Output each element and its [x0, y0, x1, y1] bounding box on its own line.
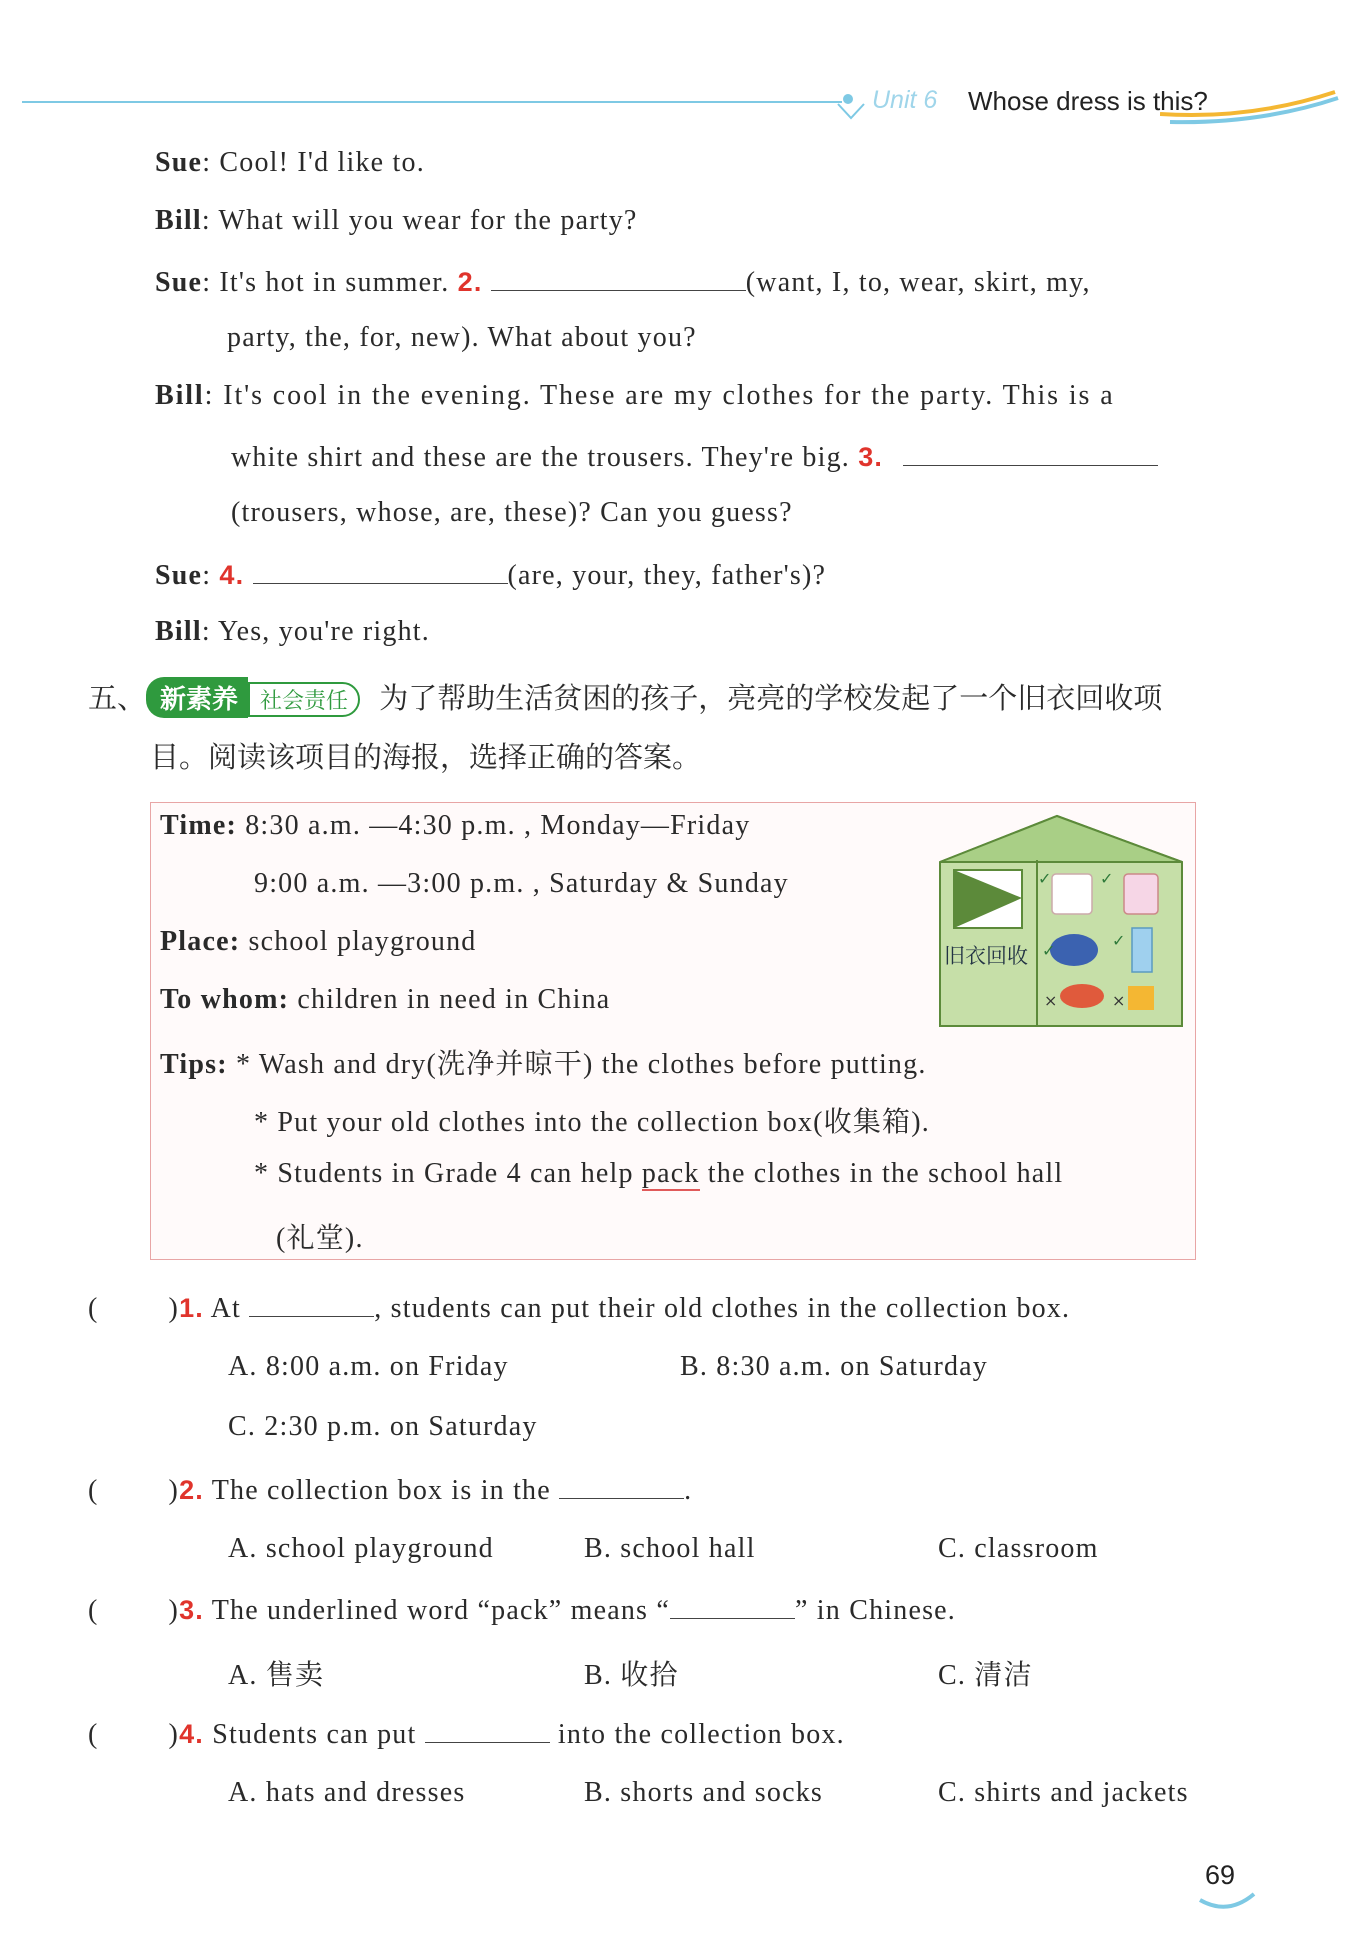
answer-blank-4[interactable]: [253, 557, 508, 584]
dialogue-line-1: Sue: Cool! I'd like to.: [155, 147, 425, 178]
answer-paren-open[interactable]: (: [88, 1595, 99, 1626]
cross-icon: ×: [1112, 991, 1126, 1010]
question-4: [88, 1716, 845, 1751]
dialogue-line-3b: party, the, for, new). What about you?: [227, 322, 697, 353]
answer-blank[interactable]: [559, 1472, 684, 1499]
poster-time-line2: 9:00 a.m. —3:00 p.m. , Saturday & Sunday: [254, 868, 789, 899]
shirt-icon: [1052, 874, 1092, 914]
poster-tip2: * Put your old clothes into the collection box(收集箱).: [254, 1107, 930, 1138]
item-number: 4.: [219, 560, 245, 590]
page-swoosh-icon: [1198, 1890, 1258, 1914]
check-icon: ✓: [1112, 931, 1126, 950]
socks-icon: [1128, 986, 1154, 1010]
instruction-line2: 目。阅读该项目的海报，选择正确的答案。: [150, 740, 702, 774]
whom-label: To whom:: [160, 984, 290, 1015]
option[interactable]: C. shirts and jackets: [938, 1777, 1189, 1808]
skirt-icon: [1050, 934, 1098, 966]
dialogue-line-6: Bill: Yes, you're right.: [155, 616, 430, 647]
speaker-sue: Sue: [155, 560, 203, 591]
check-icon: ✓: [1100, 869, 1114, 888]
option[interactable]: B. school hall: [584, 1533, 756, 1564]
check-icon: ✓: [1042, 941, 1056, 960]
header-unit-label: Unit 6: [872, 86, 938, 114]
question-number: 2.: [179, 1475, 204, 1505]
whom-value: children in need in China: [297, 984, 611, 1015]
answer-blank[interactable]: [425, 1716, 550, 1743]
question-stem: The collection box is in the: [211, 1475, 551, 1506]
header-rule: [22, 101, 842, 103]
question-3: [88, 1592, 956, 1627]
question-stem: into the collection box.: [557, 1719, 845, 1750]
poster-time-line1: [160, 810, 750, 842]
speaker-sue: Sue: [155, 147, 203, 178]
dialogue-line-2: Bill: What will you wear for the party?: [155, 205, 638, 236]
question-1: [88, 1290, 1070, 1325]
header-title: Whose dress is this?: [968, 86, 1208, 116]
question-number: 4.: [179, 1719, 204, 1749]
poster-tip1: [160, 1042, 927, 1082]
tip-text: * Wash and dry(洗净并晾干) the clothes before putting.: [235, 1049, 927, 1080]
poster-whom: [160, 984, 610, 1016]
answer-paren-close[interactable]: ): [168, 1475, 180, 1506]
question-2: [88, 1472, 692, 1507]
answer-blank-3[interactable]: [903, 439, 1158, 466]
collection-box-illustration: [932, 810, 1188, 1040]
answer-blank-2[interactable]: [491, 264, 746, 291]
jeans-icon: [1132, 928, 1152, 972]
question-number: 1.: [179, 1293, 204, 1323]
option[interactable]: C. 清洁: [938, 1660, 1033, 1691]
underlined-word-pack: pack: [641, 1158, 700, 1189]
item-number: 2.: [457, 267, 483, 297]
dialogue-text: Yes, you're right.: [217, 616, 430, 647]
answer-paren-open[interactable]: (: [88, 1293, 99, 1324]
speaker-bill: Bill: [155, 205, 202, 236]
option[interactable]: A. school playground: [228, 1533, 494, 1564]
section5-heading: [88, 676, 1162, 718]
question-stem: At: [210, 1293, 242, 1324]
check-icon: ✓: [1038, 869, 1052, 888]
dialogue-text: What will you wear for the party?: [218, 205, 638, 236]
answer-paren-close[interactable]: ): [168, 1719, 180, 1750]
item-number: 3.: [858, 442, 884, 472]
option[interactable]: B. shorts and socks: [584, 1777, 824, 1808]
question-stem: .: [684, 1475, 693, 1506]
place-label: Place:: [160, 926, 241, 957]
option[interactable]: A. 售卖: [228, 1660, 325, 1691]
option[interactable]: B. 收拾: [584, 1660, 679, 1691]
page-number: 69: [1205, 1860, 1236, 1890]
question-stem: Students can put: [212, 1719, 417, 1750]
option[interactable]: A. hats and dresses: [228, 1777, 466, 1808]
word-hint: (are, your, they, father's)?: [507, 560, 827, 591]
dialogue-line-5: Sue: 4. (are, your, they, father's)?: [155, 557, 826, 592]
badge-main: 新素养: [146, 677, 248, 718]
question-stem: ” in Chinese.: [794, 1595, 956, 1626]
option[interactable]: B. 8:30 a.m. on Saturday: [680, 1351, 988, 1382]
dialogue-text: Cool! I'd like to.: [219, 147, 425, 178]
cap-icon: [1060, 984, 1104, 1008]
poster-place: [160, 926, 477, 958]
cross-icon: ×: [1044, 991, 1058, 1010]
time-value: 8:30 a.m. —4:30 p.m. , Monday—Friday: [245, 810, 751, 841]
option[interactable]: A. 8:00 a.m. on Friday: [228, 1351, 509, 1382]
tip-text: the clothes in the school hall: [707, 1158, 1064, 1189]
dialogue-line-4c: (trousers, whose, are, these)? Can you guess?: [231, 497, 793, 528]
dialogue-text: It's cool in the evening. These are my clothes for the party. This is a: [223, 380, 1115, 411]
answer-blank[interactable]: [249, 1290, 374, 1317]
answer-blank[interactable]: [670, 1592, 795, 1619]
dialogue-line-3: Sue: It's hot in summer. 2. (want, I, to, wear, skirt, my,: [155, 264, 1091, 299]
answer-paren-open[interactable]: (: [88, 1475, 99, 1506]
collection-box-label: 旧衣回收: [944, 944, 1028, 968]
speaker-sue: Sue: [155, 267, 203, 298]
dialogue-text: white shirt and these are the trousers. They're big.: [231, 442, 850, 473]
poster-tip3: [254, 1158, 1063, 1190]
dialogue-text: It's hot in summer.: [219, 267, 450, 298]
tip-text: * Students in Grade 4 can help: [254, 1158, 634, 1189]
header-chevron-icon: [836, 100, 866, 122]
option[interactable]: C. 2:30 p.m. on Saturday: [228, 1411, 538, 1442]
word-hint: (want, I, to, wear, skirt, my,: [745, 267, 1091, 298]
answer-paren-close[interactable]: ): [168, 1595, 180, 1626]
header-swoosh-icon: [1160, 88, 1340, 128]
dialogue-line-4: Bill: It's cool in the evening. These are my clothes for the party. This is a: [155, 380, 1115, 411]
question-stem: The underlined word “pack” means “: [211, 1595, 670, 1626]
answer-paren-open[interactable]: (: [88, 1719, 99, 1750]
poster-tip3-line2: (礼堂).: [276, 1223, 364, 1254]
answer-paren-close[interactable]: ): [168, 1293, 180, 1324]
dress-icon: [1124, 874, 1158, 914]
instruction-line1: 为了帮助生活贫困的孩子，亮亮的学校发起了一个旧衣回收项: [379, 681, 1163, 715]
time-label: Time:: [160, 810, 238, 841]
speaker-bill: Bill: [155, 616, 202, 647]
dialogue-line-4b: [231, 439, 1158, 474]
section-number: 五、: [88, 681, 147, 715]
speaker-bill: Bill: [155, 380, 205, 411]
question-stem: , students can put their old clothes in the collection box.: [374, 1293, 1071, 1324]
question-number: 3.: [179, 1595, 204, 1625]
option[interactable]: C. classroom: [938, 1533, 1099, 1564]
tips-label: Tips:: [160, 1049, 228, 1080]
place-value: school playground: [248, 926, 477, 957]
badge-sub: 社会责任: [248, 682, 360, 717]
